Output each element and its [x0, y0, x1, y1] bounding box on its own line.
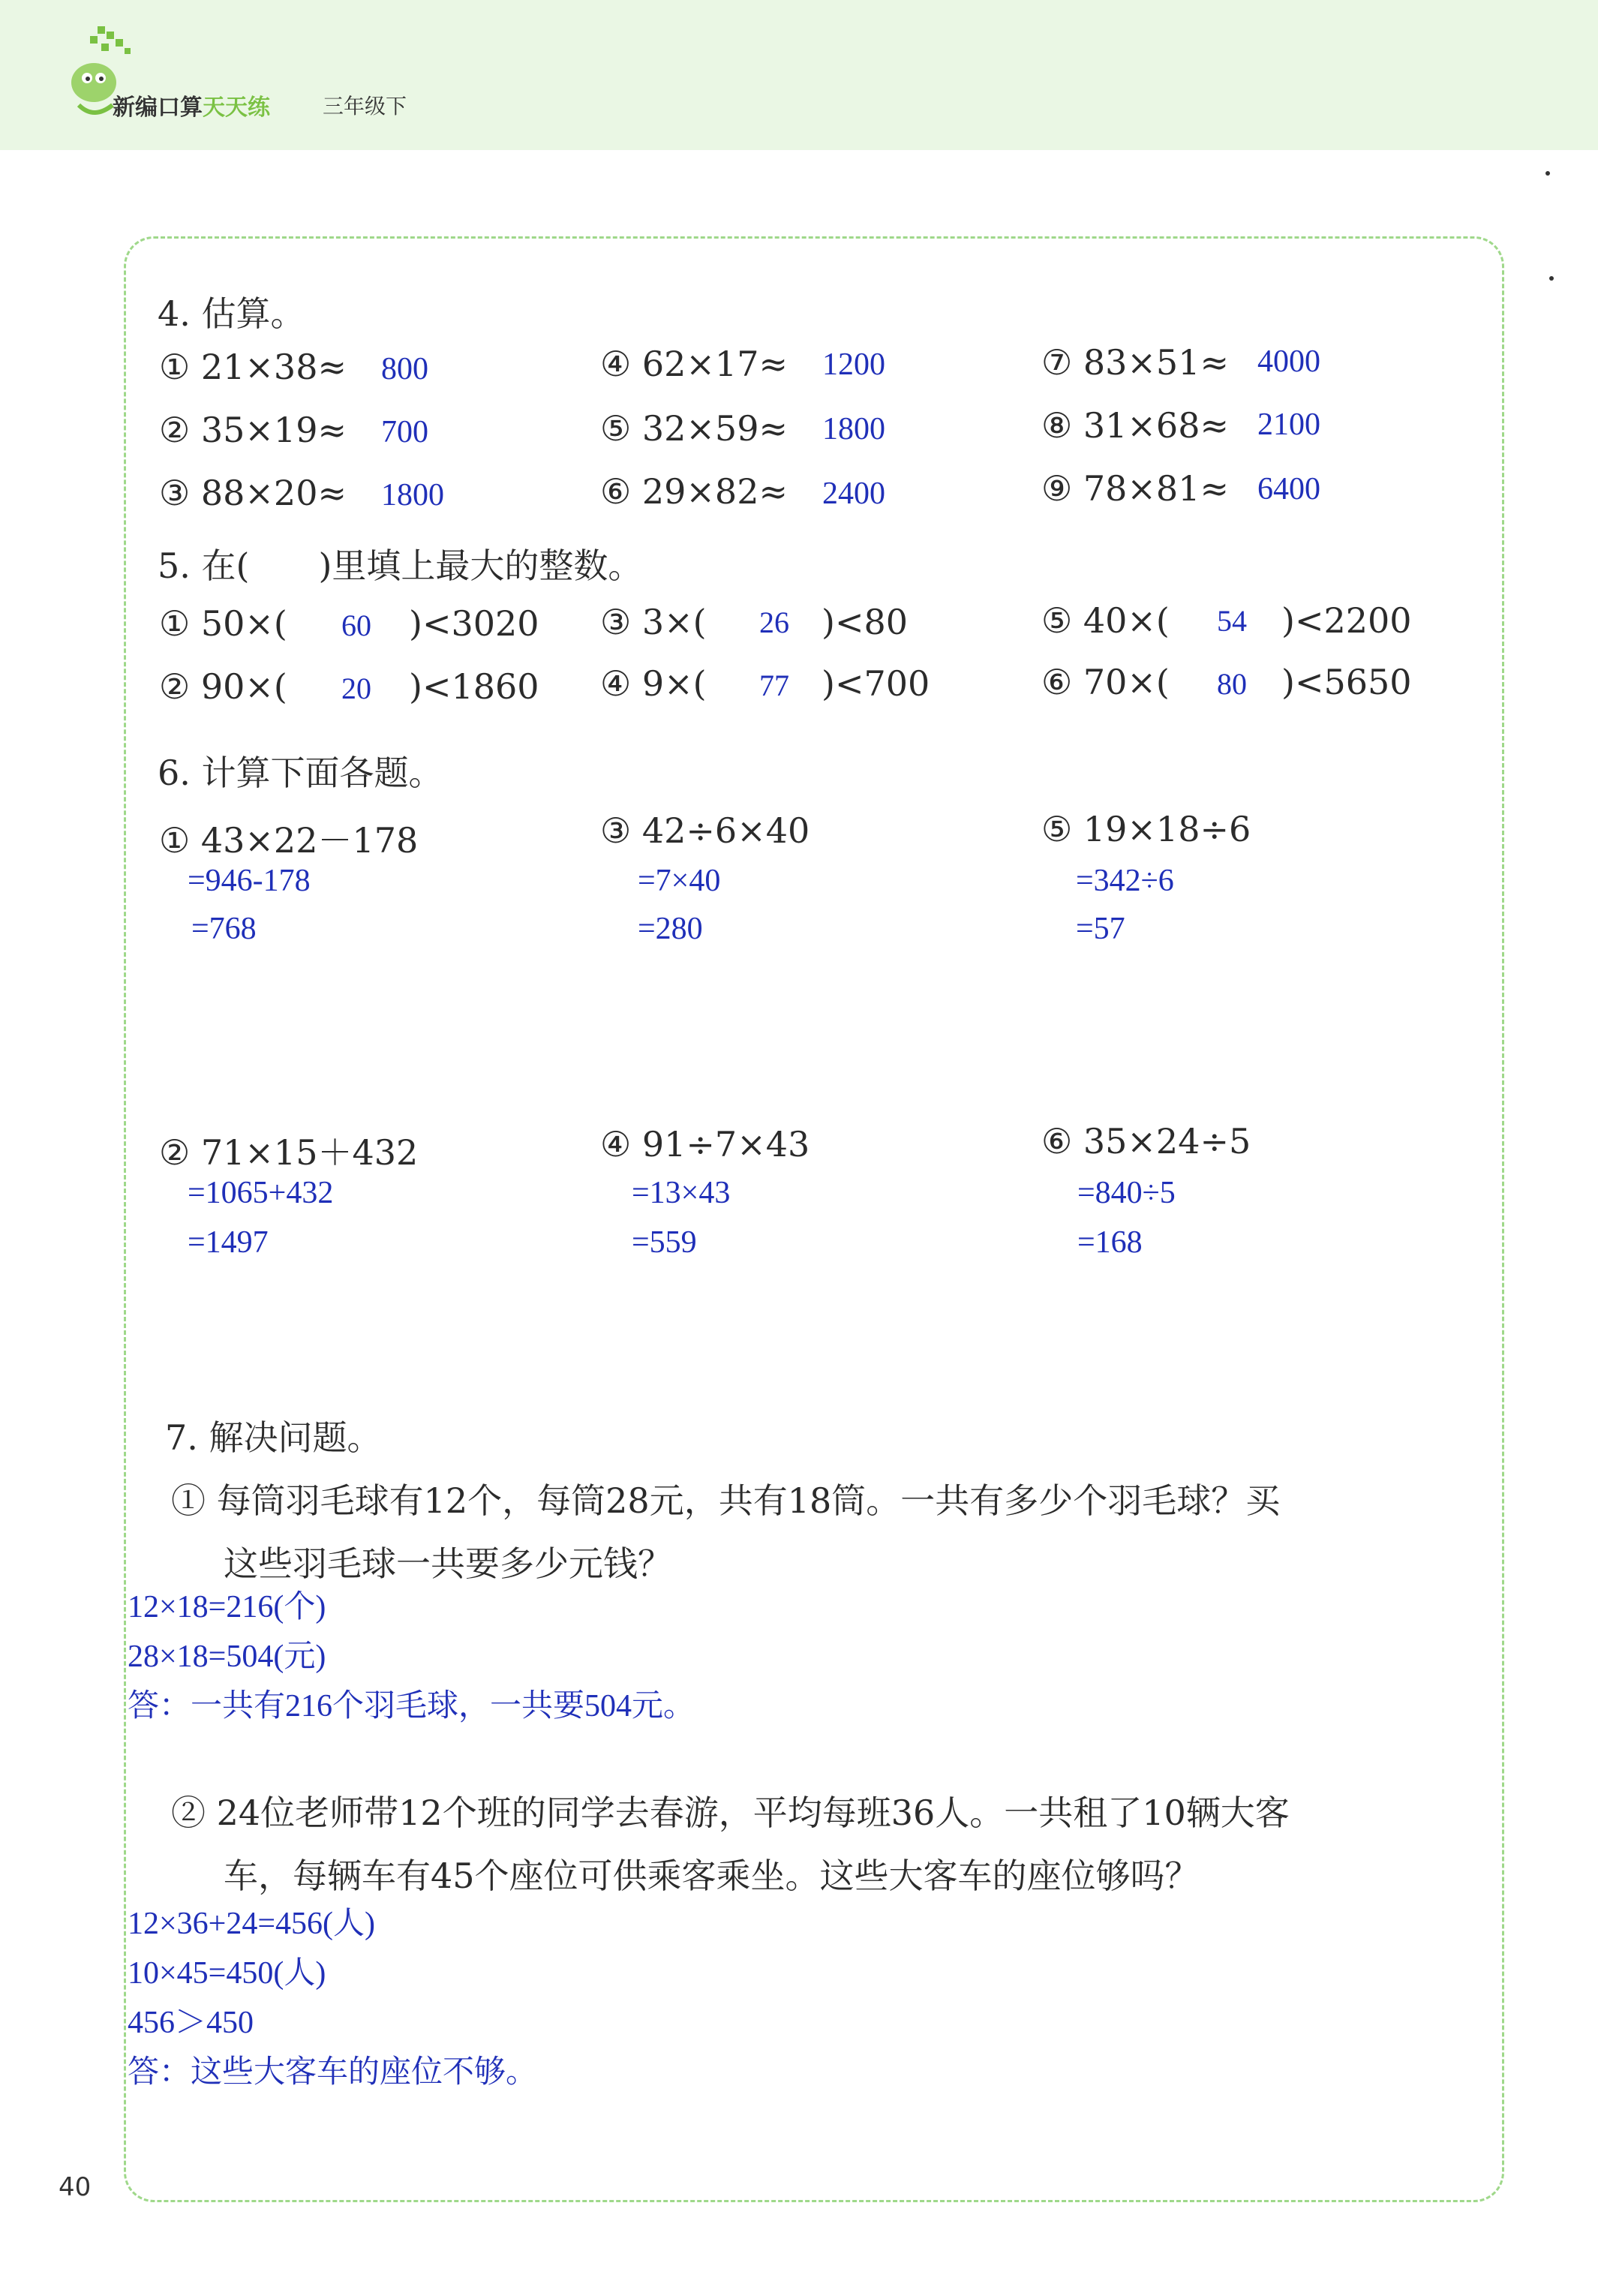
calc-question: ② 71×15＋432 — [159, 1132, 419, 1173]
section-4-title: 4. 估算。 — [158, 293, 305, 334]
estimate-answer: 800 — [381, 352, 428, 386]
calc-result: =168 — [1077, 1225, 1143, 1260]
fill-question-prefix: ⑥ 70×( — [1041, 662, 1170, 702]
problem-1-text: ① 每筒羽毛球有12个，每筒28元，共有18筒。一共有多少个羽毛球？买 — [171, 1480, 1281, 1521]
problem-2-text: ② 24位老师带12个班的同学去春游，平均每班36人。一共租了10辆大客 — [171, 1793, 1290, 1833]
calc-result: =1497 — [188, 1225, 269, 1260]
calc-step: =7×40 — [638, 864, 721, 898]
calc-question: ③ 42÷6×40 — [600, 810, 810, 851]
brand-title: 新编口算天天练 — [113, 95, 270, 121]
grade-label: 三年级下 — [323, 94, 407, 119]
problem-2-text-cont: 车，每辆车有45个座位可供乘客乘坐。这些大客车的座位够吗？ — [224, 1856, 1200, 1896]
page-number: 40 — [59, 2172, 92, 2202]
calc-result: =57 — [1076, 912, 1125, 946]
section-7-title: 7. 解决问题。 — [165, 1417, 382, 1458]
estimate-answer: 2400 — [822, 476, 885, 511]
section-5-title: 5. 在( )里填上最大的整数。 — [158, 545, 643, 586]
fill-answer: 20 — [341, 672, 371, 705]
calc-step: =840÷5 — [1077, 1176, 1176, 1210]
problem-2-answer-statement: 答：这些大客车的座位不够。 — [128, 2055, 538, 2090]
calc-question: ① 43×22－178 — [159, 820, 419, 861]
fill-question-prefix: ④ 9×( — [600, 663, 707, 704]
calc-step: =946-178 — [188, 864, 311, 898]
estimate-question: ⑥ 29×82≈ — [600, 471, 788, 512]
calc-result: =768 — [191, 912, 257, 946]
fill-question-suffix: )<2200 — [1281, 600, 1412, 641]
calc-result: =280 — [638, 912, 703, 946]
fill-question-suffix: )<3020 — [409, 603, 539, 644]
fill-question-suffix: )<1860 — [409, 666, 539, 707]
estimate-answer: 6400 — [1257, 472, 1320, 506]
fill-answer: 60 — [341, 609, 371, 642]
calc-step: =1065+432 — [188, 1176, 334, 1210]
section-6-title: 6. 计算下面各题。 — [158, 753, 443, 793]
estimate-answer: 1800 — [822, 412, 885, 446]
speck — [1549, 276, 1554, 281]
fill-question-prefix: ⑤ 40×( — [1041, 600, 1170, 641]
estimate-answer: 2100 — [1257, 407, 1320, 442]
calc-result: =559 — [632, 1225, 697, 1260]
fill-question-suffix: )<700 — [822, 663, 930, 704]
calc-question: ⑤ 19×18÷6 — [1041, 809, 1251, 849]
estimate-question: ⑦ 83×51≈ — [1041, 342, 1230, 383]
speck — [1545, 171, 1550, 176]
problem-1-answer-statement: 答：一共有216个羽毛球，一共要504元。 — [128, 1689, 695, 1724]
estimate-question: ② 35×19≈ — [159, 410, 347, 450]
estimate-question: ③ 88×20≈ — [159, 473, 347, 513]
problem-1-answer-line: 28×18=504(元) — [128, 1639, 326, 1674]
fill-question-suffix: )<80 — [822, 602, 909, 642]
fill-question-prefix: ③ 3×( — [600, 602, 707, 642]
calc-step: =13×43 — [632, 1176, 731, 1210]
problem-2-answer-line: 456＞450 — [128, 2006, 254, 2040]
problem-2-answer-line: 10×45=450(人) — [128, 1956, 326, 1991]
fill-question-prefix: ② 90×( — [159, 666, 287, 707]
fill-answer: 26 — [759, 606, 789, 639]
fill-question-suffix: )<5650 — [1281, 662, 1412, 702]
calc-question: ⑥ 35×24÷5 — [1041, 1121, 1251, 1162]
fill-answer: 77 — [759, 669, 789, 702]
problem-2-answer-line: 12×36+24=456(人) — [128, 1907, 376, 1941]
problem-1-text-cont: 这些羽毛球一共要多少元钱？ — [224, 1543, 672, 1584]
problem-1-answer-line: 12×18=216(个) — [128, 1590, 326, 1624]
estimate-answer: 1800 — [381, 478, 444, 512]
estimate-answer: 4000 — [1257, 344, 1320, 379]
estimate-question: ① 21×38≈ — [159, 347, 347, 387]
fill-answer: 54 — [1217, 604, 1247, 638]
estimate-question: ⑤ 32×59≈ — [600, 408, 788, 449]
fill-question-prefix: ① 50×( — [159, 603, 287, 644]
estimate-answer: 700 — [381, 415, 428, 449]
calc-step: =342÷6 — [1076, 864, 1174, 898]
estimate-question: ⑨ 78×81≈ — [1041, 468, 1230, 509]
estimate-question: ⑧ 31×68≈ — [1041, 405, 1230, 446]
estimate-answer: 1200 — [822, 347, 885, 382]
calc-question: ④ 91÷7×43 — [600, 1124, 810, 1165]
estimate-question: ④ 62×17≈ — [600, 344, 788, 384]
fill-answer: 80 — [1217, 667, 1247, 701]
